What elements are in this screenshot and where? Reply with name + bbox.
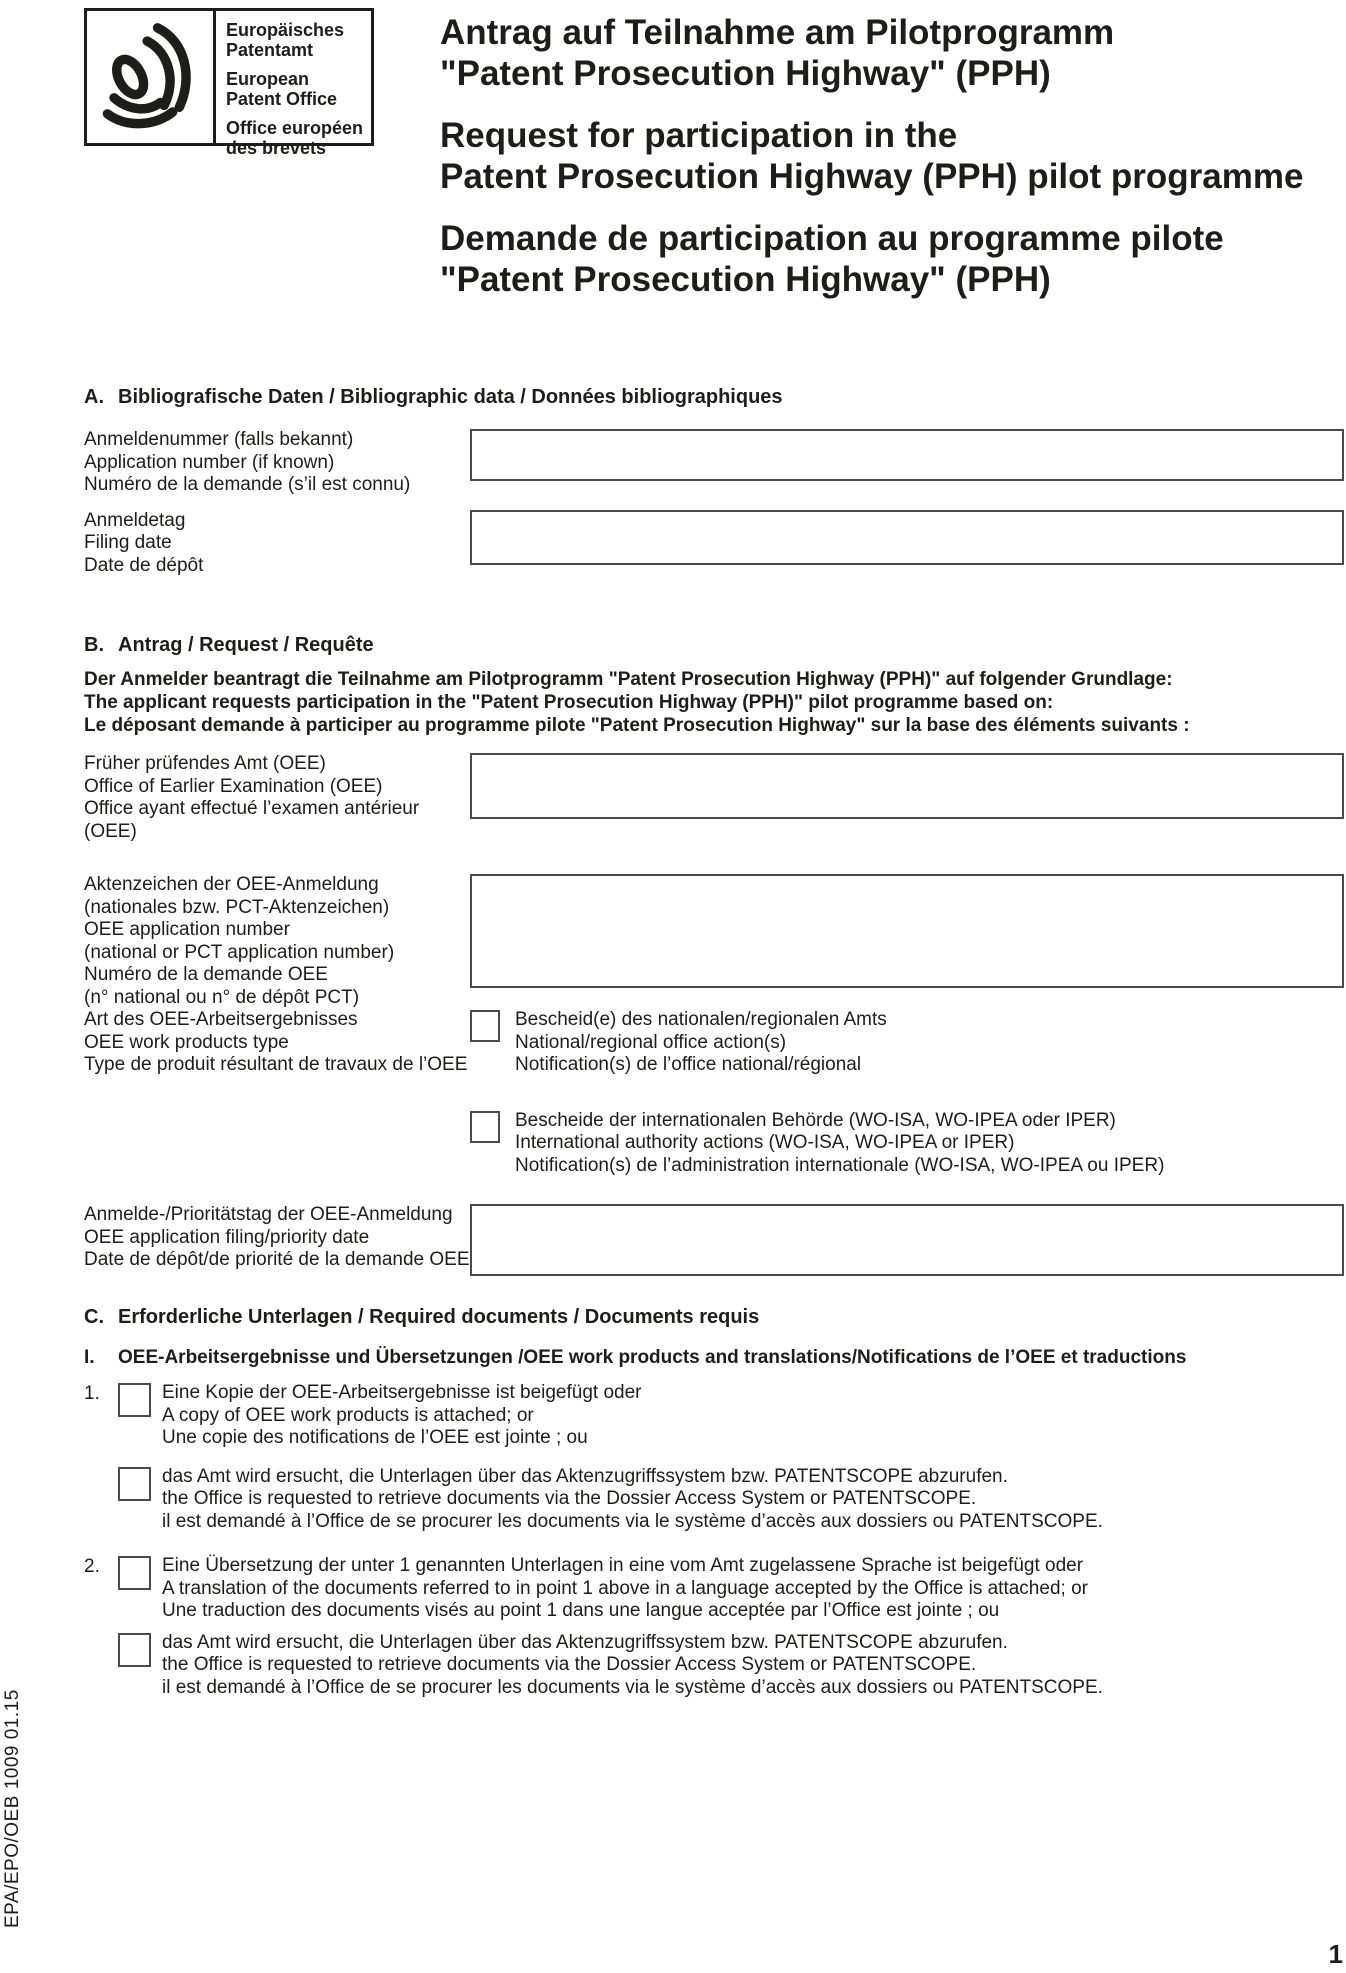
oee-filing-priority-date-field [84, 1204, 1344, 1276]
filing-date-input[interactable] [470, 510, 1344, 565]
epo-logo [84, 8, 374, 158]
international-authority-actions-checkbox[interactable] [470, 1111, 500, 1143]
national-office-actions-label: Bescheid(e) des nationalen/regionalen Amts National/regional office action(s) Notification(s) de l’office national/régional [515, 1009, 887, 1075]
section-b-heading [84, 633, 1344, 658]
sub-i-numeral: I. [84, 1347, 95, 1368]
section-b-intro: Der Anmelder beantragt die Teilnahme am Pilotprogramm "Patent Prosecution Highway (PPH)" auf folgender Grundlage: The applicant requests participation in the "Patent Prosecution Highway (PPH)" pilot programme based on: Le déposant demande à participer au programme pilote "Patent Prosecution Highway" sur la base des éléments suivants : [84, 669, 1190, 736]
retrieve-documents-checkbox[interactable] [118, 1467, 151, 1501]
translation-attached-checkbox[interactable] [118, 1556, 151, 1590]
section-c-heading [84, 1305, 1344, 1330]
section-b [84, 633, 1344, 1276]
office-name-de: Europäisches Patentamt [226, 20, 345, 60]
work-products-option-national [470, 1009, 1344, 1077]
form-titles [440, 8, 1303, 321]
form-title-de: Antrag auf Teilnahme am Pilotprogramm "Patent Prosecution Highway" (PPH) [440, 13, 1115, 93]
form-content [84, 8, 1344, 1699]
copy-attached-label: Eine Kopie der OEE-Arbeitsergebnisse ist beigefügt oder A copy of OEE work products is attached; or Une copie des notifications de l’OEE est jointe ; ou [162, 1382, 642, 1448]
item-2 [84, 1555, 1344, 1699]
section-a-letter: A. [84, 386, 104, 408]
oee-office-input[interactable] [470, 753, 1344, 819]
section-a-heading-text: Bibliografische Daten / Bibliographic data / Données bibliographiques [118, 386, 783, 408]
oee-filing-priority-date-labels: Anmelde-/Prioritätstag der OEE-Anmeldung OEE application filing/priority date Date de dépôt/de priorité de la demande OEE [84, 1204, 470, 1270]
item-1-option-retrieve [118, 1466, 1344, 1534]
oee-application-number-input[interactable] [470, 874, 1344, 988]
application-number-field [84, 429, 1344, 497]
work-products-type-labels: Art des OEE-Arbeitsergebnisses OEE work products type Type de produit résultant de travaux de l’OEE [84, 1009, 468, 1075]
translation-retrieve-checkbox[interactable] [118, 1633, 151, 1667]
copy-attached-checkbox[interactable] [118, 1383, 151, 1417]
form-header [84, 8, 1344, 321]
work-products-option-international [470, 1110, 1344, 1178]
office-name-en: European Patent Office [226, 69, 338, 109]
office-name-fr: Office européen des brevets [226, 118, 364, 158]
page-number: 1 [1328, 1939, 1343, 1969]
epo-swirl-icon [87, 11, 213, 143]
section-a-heading [84, 385, 1344, 410]
form-title-fr: Demande de participation au programme pilote "Patent Prosecution Highway" (PPH) [440, 219, 1224, 299]
work-products-type-options [470, 1009, 1344, 1177]
filing-date-labels: Anmeldetag Filing date Date de dépôt [84, 509, 204, 576]
translation-retrieve-label: das Amt wird ersucht, die Unterlagen über das Aktenzugriffssystem bzw. PATENTSCOPE abzurufen. the Office is requested to retrieve documents via the Dossier Access System or PATENTSCOPE. il est demandé à l’Office de se procurer les documents via le système d’accès aux dossiers ou PATENTSCOPE. [162, 1631, 1103, 1698]
item-2-options [118, 1555, 1344, 1699]
section-c [84, 1305, 1344, 1699]
section-c-letter: C. [84, 1306, 104, 1328]
section-b-letter: B. [84, 634, 104, 656]
work-products-type-field [84, 1009, 1344, 1177]
oee-office-field [84, 753, 1344, 843]
item-2-option-translation-attached [118, 1555, 1344, 1623]
oee-filing-priority-date-input[interactable] [470, 1204, 1344, 1276]
oee-application-number-field [84, 874, 1344, 1009]
filing-date-field [84, 510, 1344, 578]
section-a [84, 385, 1344, 577]
section-c-sub-i-heading [84, 1346, 1344, 1369]
application-number-labels: Anmeldenummer (falls bekannt) Application number (if known) Numéro de la demande (s’il est connu) [84, 429, 411, 495]
oee-office-labels: Früher prüfendes Amt (OEE) Office of Earlier Examination (OEE) Office ayant effectué l’examen antérieur (OEE) [84, 753, 420, 842]
oee-application-number-labels: Aktenzeichen der OEE-Anmeldung (nationales bzw. PCT-Aktenzeichen) OEE application number (national or PCT application number) Numéro de la demande OEE (n° national ou n° de dépôt PCT) [84, 874, 395, 1008]
translation-attached-label: Eine Übersetzung der unter 1 genannten Unterlagen in eine vom Amt zugelassene Sprache ist beigefügt oder A translation of the documents referred to in point 1 above in a language accepted by the Office is attached; or Une traduction des documents visés au point 1 dans une langue acceptée par l’Office est jointe ; ou [162, 1555, 1088, 1621]
item-2-number: 2. [84, 1556, 100, 1577]
section-b-heading-text: Antrag / Request / Requête [118, 634, 374, 656]
sub-i-heading-text: OEE-Arbeitsergebnisse und Übersetzungen /OEE work products and translations/Notifications de l’OEE et traductions [118, 1347, 1187, 1368]
item-1-options [118, 1382, 1344, 1533]
application-number-input[interactable] [470, 429, 1344, 481]
epo-office-names [213, 11, 371, 158]
item-2-option-retrieve [118, 1632, 1344, 1700]
item-1-number: 1. [84, 1383, 100, 1404]
section-c-heading-text: Erforderliche Unterlagen / Required documents / Documents requis [118, 1306, 760, 1328]
retrieve-documents-label: das Amt wird ersucht, die Unterlagen über das Aktenzugriffssystem bzw. PATENTSCOPE abzurufen. the Office is requested to retrieve documents via the Dossier Access System or PATENTSCOPE. il est demandé à l’Office de se procurer les documents via le système d’accès aux dossiers ou PATENTSCOPE. [162, 1465, 1103, 1532]
form-code: EPA/EPO/OEB 1009 01.15 [2, 1689, 23, 1928]
international-authority-actions-label: Bescheide der internationalen Behörde (WO-ISA, WO-IPEA oder IPER) International authority actions (WO-ISA, WO-IPEA or IPER) Notification(s) de l’administration internationale (WO-ISA, WO-IPEA ou IPER) [515, 1109, 1165, 1176]
form-title-en: Request for participation in the Patent Prosecution Highway (PPH) pilot programme [440, 116, 1304, 196]
item-1-option-copy-attached [118, 1382, 1344, 1450]
item-1 [84, 1382, 1344, 1533]
national-office-actions-checkbox[interactable] [470, 1010, 500, 1042]
